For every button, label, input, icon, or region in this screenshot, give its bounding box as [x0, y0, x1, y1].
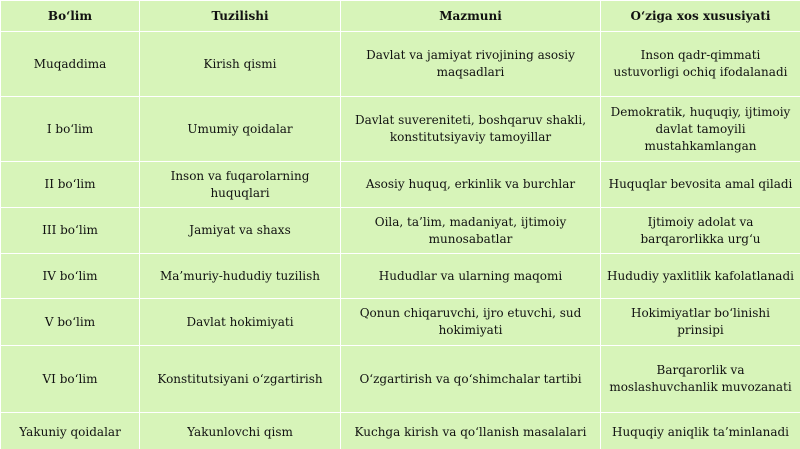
header-section: Bo‘lim — [1, 1, 140, 32]
cell-section: III bo‘lim — [1, 208, 140, 254]
header-structure: Tuzilishi — [140, 1, 341, 32]
cell-content: Qonun chiqaruvchi, ijro etuvchi, sud hokimiyati — [341, 299, 601, 346]
cell-structure: Ma’muriy-hududiy tuzilish — [140, 254, 341, 299]
cell-structure: Konstitutsiyani o‘zgartirish — [140, 346, 341, 413]
cell-content: Oila, ta’lim, madaniyat, ijtimoiy munosabatlar — [341, 208, 601, 254]
cell-structure: Kirish qismi — [140, 32, 341, 97]
cell-section: I bo‘lim — [1, 97, 140, 162]
table-row — [1, 208, 800, 254]
cell-content: Kuchga kirish va qo‘llanish masalalari — [341, 413, 601, 449]
table-row — [1, 413, 800, 449]
cell-feature: Ijtimoiy adolat va barqarorlikka urg‘u — [601, 208, 800, 254]
cell-section: IV bo‘lim — [1, 254, 140, 299]
table-row — [1, 254, 800, 299]
cell-structure: Yakunlovchi qism — [140, 413, 341, 449]
cell-feature: Hududiy yaxlitlik kafolatlanadi — [601, 254, 800, 299]
cell-content: Davlat suvereniteti, boshqaruv shakli, konstitutsiyaviy tamoyillar — [341, 97, 601, 162]
cell-feature: Demokratik, huquqiy, ijtimoiy davlat tamoyili mustahkamlangan — [601, 97, 800, 162]
table-row — [1, 346, 800, 413]
table-row — [1, 32, 800, 97]
cell-content: Asosiy huquq, erkinlik va burchlar — [341, 162, 601, 208]
cell-section: II bo‘lim — [1, 162, 140, 208]
cell-feature: Hokimiyatlar bo‘linishi prinsipi — [601, 299, 800, 346]
cell-content: Hududlar va ularning maqomi — [341, 254, 601, 299]
table-row — [1, 299, 800, 346]
cell-section: V bo‘lim — [1, 299, 140, 346]
table-row — [1, 97, 800, 162]
cell-section: Muqaddima — [1, 32, 140, 97]
cell-structure: Umumiy qoidalar — [140, 97, 341, 162]
cell-structure: Inson va fuqarolarning huquqlari — [140, 162, 341, 208]
cell-content: Davlat va jamiyat rivojining asosiy maqsadlari — [341, 32, 601, 97]
cell-structure: Davlat hokimiyati — [140, 299, 341, 346]
cell-structure: Jamiyat va shaxs — [140, 208, 341, 254]
table-row — [1, 162, 800, 208]
header-feature: O‘ziga xos xususiyati — [601, 1, 800, 32]
cell-section: VI bo‘lim — [1, 346, 140, 413]
cell-feature: Barqarorlik va moslashuvchanlik muvozanati — [601, 346, 800, 413]
cell-content: O‘zgartirish va qo‘shimchalar tartibi — [341, 346, 601, 413]
cell-feature: Huquqiy aniqlik ta’minlanadi — [601, 413, 800, 449]
header-content: Mazmuni — [341, 1, 601, 32]
table-header-row — [1, 1, 800, 32]
cell-section: Yakuniy qoidalar — [1, 413, 140, 449]
cell-feature: Inson qadr-qimmati ustuvorligi ochiq ifodalanadi — [601, 32, 800, 97]
cell-feature: Huquqlar bevosita amal qiladi — [601, 162, 800, 208]
